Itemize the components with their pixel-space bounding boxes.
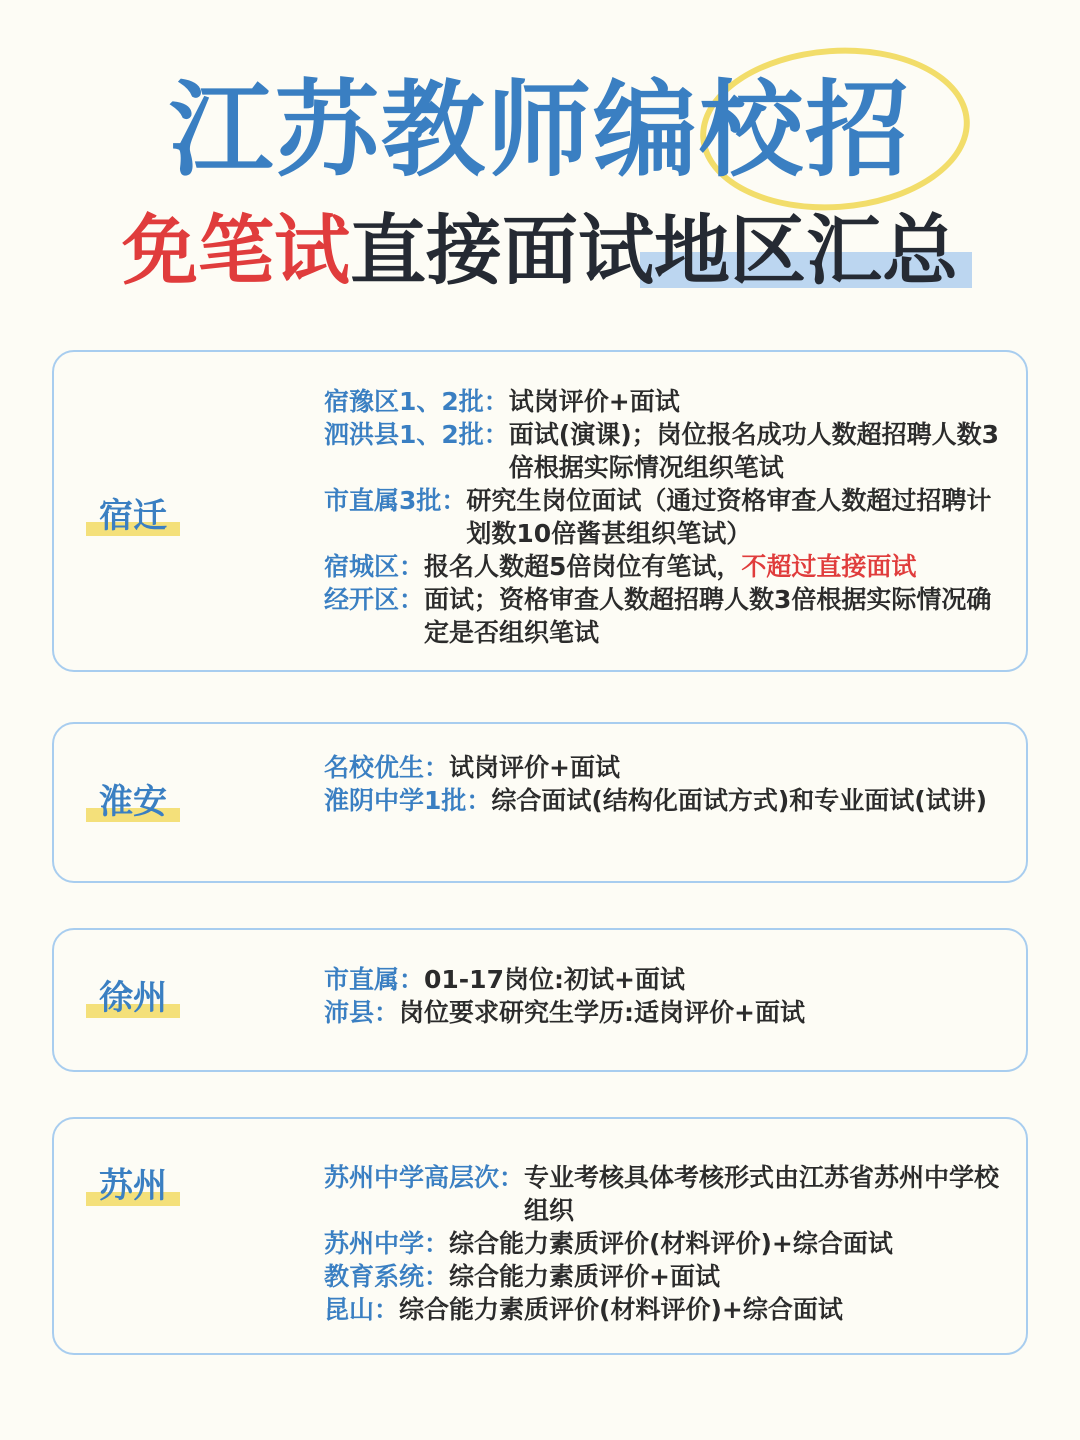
city-label-suzhou: 苏州 [88, 1164, 178, 1208]
entry: 市直属3批： 研究生岗位面试（通过资格审查人数超过招聘计划数10倍酱甚组织笔试） [324, 486, 992, 548]
entry: 苏州中学高层次： 专业考核具体考核形式由江苏省苏州中学校组织 [324, 1163, 1000, 1225]
entry: 宿豫区1、2批： 试岗评价+面试 [324, 387, 680, 416]
entry: 昆山： 综合能力素质评价(材料评价)+综合面试 [324, 1295, 843, 1324]
entry: 淮阴中学1批： 综合面试(结构化面试方式)和专业面试(试讲) [324, 786, 988, 815]
entry: 沛县： 岗位要求研究生学历:适岗评价+面试 [324, 998, 805, 1027]
subtitle-red: 免笔试 [122, 206, 350, 295]
entry: 市直属： 01-17岗位:初试+面试 [324, 965, 685, 994]
subtitle [0, 205, 1080, 297]
city-label-suqian: 宿迁 [88, 494, 178, 538]
entries-suqian [324, 385, 1000, 649]
entries-xuzhou [324, 963, 1000, 1029]
city-label-xuzhou: 徐州 [88, 976, 178, 1020]
entry: 宿城区： 报名人数超5倍岗位有笔试，不超过直接面试 [324, 552, 917, 581]
entries-huaian [324, 751, 1000, 817]
city-label-huaian: 淮安 [88, 780, 178, 824]
entry: 泗洪县1、2批： 面试(演课)；岗位报名成功人数超招聘人数3倍根据实际情况组织笔试 [324, 420, 1000, 482]
main-title: 江苏教师编校招 [168, 69, 911, 191]
entry: 经开区： 面试；资格审查人数超招聘人数3倍根据实际情况确定是否组织笔试 [324, 585, 992, 647]
entry: 教育系统： 综合能力素质评价+面试 [324, 1262, 720, 1291]
highlight-text-red: 不超过直接面试 [741, 552, 917, 581]
entries-suzhou [324, 1161, 1000, 1326]
subtitle-dark: 直接面试地区汇总 [350, 206, 958, 295]
entry: 名校优生： 试岗评价+面试 [324, 753, 620, 782]
entry: 苏州中学： 综合能力素质评价(材料评价)+综合面试 [324, 1229, 893, 1258]
header [0, 0, 1080, 320]
